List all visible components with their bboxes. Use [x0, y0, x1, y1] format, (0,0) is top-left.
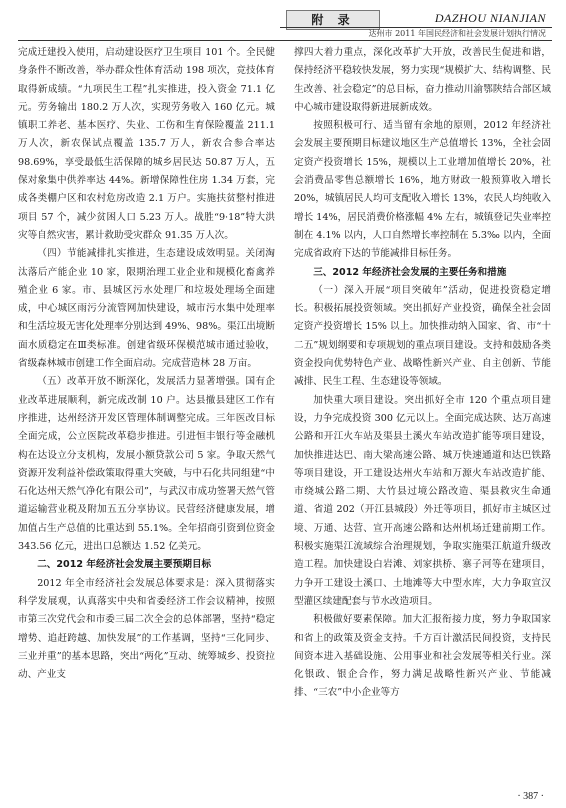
- journal-title-en: DAZHOU NIANJIAN: [434, 11, 546, 25]
- paragraph: 2012 年全市经济社会发展总体要求是：深入贯彻落实科学发展观，认真落实中央和省委经济工作会议精神，按照市第三次党代会和市委三届二次全会的总体部署，坚持“稳定增势、追赶跨越、加快发展”的工作基调，坚持“三化同步、三业并重”的基本思路，突出“两化”互动、统筹城乡、投资拉动、产业支: [18, 577, 275, 681]
- header-rule-bottom: [18, 40, 552, 41]
- section-heading: 三、2012 年经济社会发展的主要任务和措施: [313, 266, 507, 278]
- left-column: [18, 44, 275, 786]
- paragraph: 按照积极可行、适当留有余地的原则，2012 年经济社会发展主要预期目标建议地区生产总值增长 13%，全社会固定资产投资增长 15%，规模以上工业增加值增长 20%，社会消费品零售总额增长 16%，地方财政一般预算收入增长 20%，城镇居民人均可支配收入增长 13%，农民人均纯收入增长 14%，居民消费价格涨幅 4% 左右，城镇登记失业率控制在 4.1% 以内，人口自然增长率控制在 5.3‰ 以内，全面完成省政府下达的节能减排目标任务。: [294, 120, 551, 260]
- paragraph: （五）改革开放不断深化，发展活力显著增强。国有企业改革进展顺利，新完成改制 10 户。达县撤县建区工作有序推进，达州经济开发区管理体制调整完成。三年医改目标全面完成，公立医院改革稳步推进。引进恒丰银行等金融机构在达设立分支机构，发展小额贷款公司 5 家。争取天然气资源开发利益补偿政策取得重大突破，与中石化共同组建“中石化达州天然气净化有限公司”，与武汉市成功签署天然气管道运输营业税及附加五五分享协议。民营经济健康发展，增加值占生产总值的比重达到 55.1%。全年招商引资到位资金 343.56 亿元，进出口总额达 1.52 亿美元。: [18, 376, 275, 553]
- paragraph: 完成迁建投入使用，启动建设医疗卫生项目 101 个。全民健身条件不断改善，举办群众性体育活动 198 项次，竞技体育取得新成绩。“九项民生工程”扎实推进，投入资金 71.1 亿元。劳务输出 180.2 万人次，实现劳务收入 160 亿元。城镇职工养老、基本医疗、失业、工伤和生育保险覆盖 211.1 万人次，新农保试点覆盖 135.7 万人，新农合参合率达 98.69%，享受最低生活保障的城乡居民达 50.87 万人，五保对象集中供养率达 44%。新增保障性住房 1.34 万套，完成各类棚户区和农村危房改造 2.1 万户。实施扶贫整村推进项目 57 个，减少贫困人口 5.23 万人。战胜“9·18”特大洪灾等自然灾害，累计救助受灾群众 91.35 万人次。: [18, 47, 275, 241]
- running-header: [18, 6, 552, 40]
- paragraph: 撑四大着力重点，深化改革扩大开放，改善民生促进和谐，保持经济平稳较快发展，努力实现“规模扩大、结构调整、民生改善、社会稳定”的总目标，奋力推动川渝鄂陕结合部区域中心城市建设取得新进展新成效。: [294, 47, 551, 113]
- header-subtitle: 达州市 2011 年国民经济和社会发展计划执行情况: [368, 29, 546, 38]
- section-tab: 附 录: [286, 10, 380, 30]
- paragraph: （一）深入开展“项目突破年”活动，促进投资稳定增长。积极拓展投资领域。突出抓好产业投资，确保全社会固定资产投资增长 15% 以上。加快推动纳入国家、省、市“十二五”规划纲要和专项规划的重点项目建设。支持和鼓励各类资金投向优势特色产业、战略性新兴产业、自主创新、节能减排、民生工程、生态建设等领域。: [294, 284, 551, 388]
- paragraph: （四）节能减排扎实推进，生态建设成效明显。关闭淘汰落后产能企业 10 家，限期治理工业企业和规模化畜禽养殖企业 6 家。市、县城区污水处理厂和垃圾处理场全面建成，中心城区雨污分流管网加快建设，城市污水集中处理率和生活垃圾无害化处理率分别达到 49%、98%。渠江出境断面水质稳定在Ⅲ类标准。创建省级环保模范城市通过验收，省级森林城市创建工作全面启动。完成营造林 28 万亩。: [18, 248, 275, 370]
- paragraph: 积极做好要素保障。加大汇报衔接力度，努力争取国家和省上的政策及资金支持。千方百计激活民间投资，支持民间资本进入基础设施、公用事业和社会发展等相关行业。深化银政、银企合作，努力满足战略性新兴产业、节能减排、“三农”中小企业等方: [294, 614, 551, 699]
- section-heading: 二、2012 年经济社会发展主要预期目标: [37, 559, 212, 571]
- page-number: · 387 ·: [517, 791, 544, 802]
- body-columns: [18, 44, 551, 786]
- right-column: [294, 44, 551, 786]
- paragraph: 加快重大项目建设。突出抓好全市 120 个重点项目建设，力争完成投资 300 亿元以上。全面完成达陕、达万高速公路和开江火车站及渠县土溪火车站改造扩能等项目建设，加快推进达巴、南大梁高速公路、城万快速通道和达巴铁路等项目建设，开工建设达州火车站和万源火车站改造扩能、市绕城公路二期、大竹县过境公路改造、渠县救灾生命通道、省道 202（开江县城段）外迁等项目，抓好市主城区过境、万通、达营、宣开高速公路和达州机场迁建前期工作。积极实施渠江流域综合治理规划，争取实施渠江航道升级改造工程。加快建设白岩滩、刘家拱桥、寨子河等在建项目，力争开工建设土溪口、土地滩等大中型水库，大力争取宣汉型灌区续建配套与节水改造项目。: [294, 394, 551, 607]
